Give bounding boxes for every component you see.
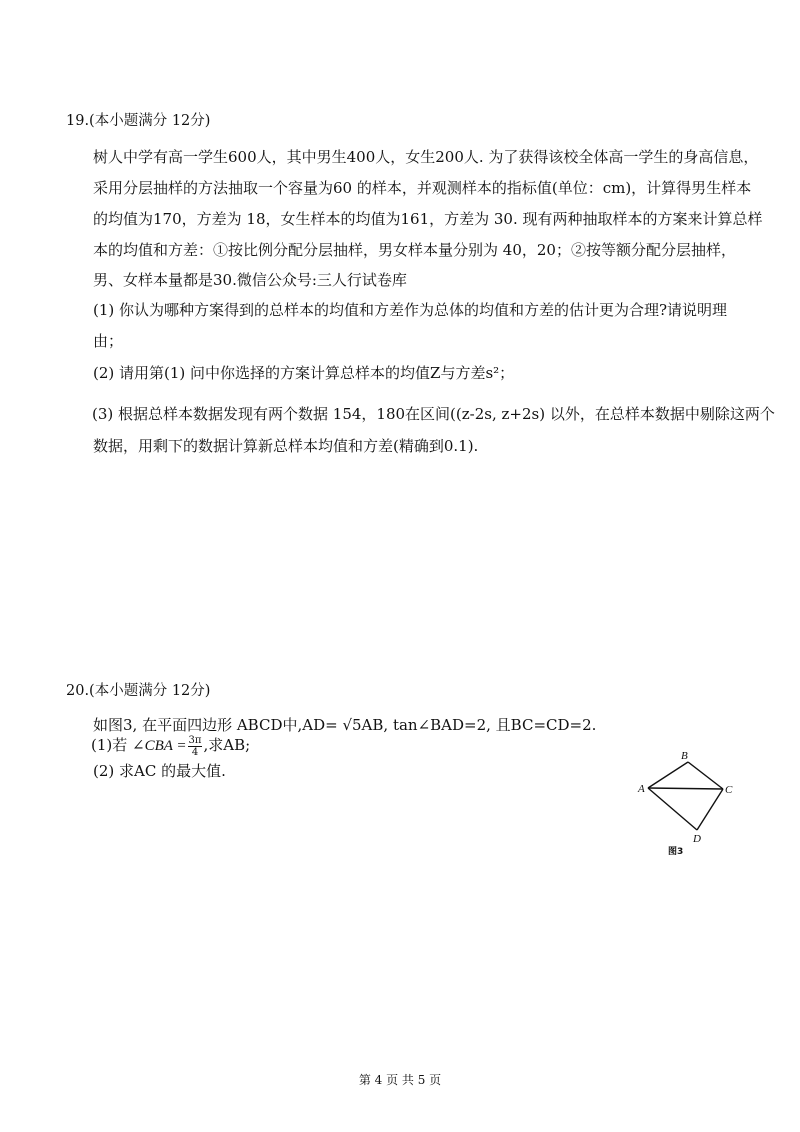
q20-heading: 20.(本小题满分 12分) [66,683,211,699]
segment-ad [648,788,697,830]
q19-line-3: 的均值为170，方差为 18，女生样本的均值为161，方差为 30. 现有两种抽取样本的方案来计算总样 [93,210,763,228]
q19-heading: 19.(本小题满分 12分) [66,113,211,129]
fraction-numerator: 3π [188,734,202,746]
q19-part2: (2) 请用第(1) 问中你选择的方案计算总样本的均值Z与方差s²； [93,364,515,382]
page-footer: 第 4 页 共 5 页 [358,1073,442,1087]
figure-3-quadrilateral [630,748,740,858]
q20-part1-prefix: (1)若 [91,736,133,754]
label-a: A [638,783,645,795]
angle-cba: ∠CBA = [132,738,187,754]
q19-part3-line-2: 数据，用剩下的数据计算新总样本均值和方差(精确到0.1). [93,437,479,455]
label-d: D [693,833,701,845]
q19-line-5: 男、女样本量都是30.微信公众号:三人行试卷库 [93,271,407,289]
q19-line-4: 本的均值和方差：①按比例分配分层抽样，男女样本量分别为 40，20；②按等额分配分层抽样， [93,241,736,259]
fraction-denominator: 4 [191,746,199,758]
segment-ab [648,762,688,788]
q20-part2: (2) 求AC 的最大值. [93,762,226,780]
fraction-3pi-over-4 [188,735,203,758]
figure-caption: 图3 [668,847,684,857]
q19-line-2: 采用分层抽样的方法抽取一个容量为60 的样本，并观测样本的指标值(单位：cm)，计算得男生样本 [93,179,752,197]
q19-line-1: 树人中学有高一学生600人，其中男生400人，女生200人. 为了获得该校全体高一学生的身高信息， [93,148,759,166]
q20-part1 [91,734,250,758]
q19-part1-line-2: 由； [93,332,124,350]
label-b: B [681,750,688,762]
segment-ac [648,788,723,789]
label-c: C [725,784,733,796]
q19-part1-line-1: (1) 你认为哪种方案得到的总样本的均值和方差作为总体的均值和方差的估计更为合理?请说明理 [93,301,728,319]
q20-part1-suffix: ,求AB; [203,736,251,754]
segment-bc [688,762,723,789]
q20-line-1: 如图3, 在平面四边形 ABCD中,AD= √5AB, tan∠BAD=2, 且BC=CD=2. [93,716,597,734]
q19-part3-line-1: (3) 根据总样本数据发现有两个数据 154，180在区间((z-2s, z+2s) 以外，在总样本数据中剔除这两个 [92,405,775,423]
segment-cd [697,789,723,830]
